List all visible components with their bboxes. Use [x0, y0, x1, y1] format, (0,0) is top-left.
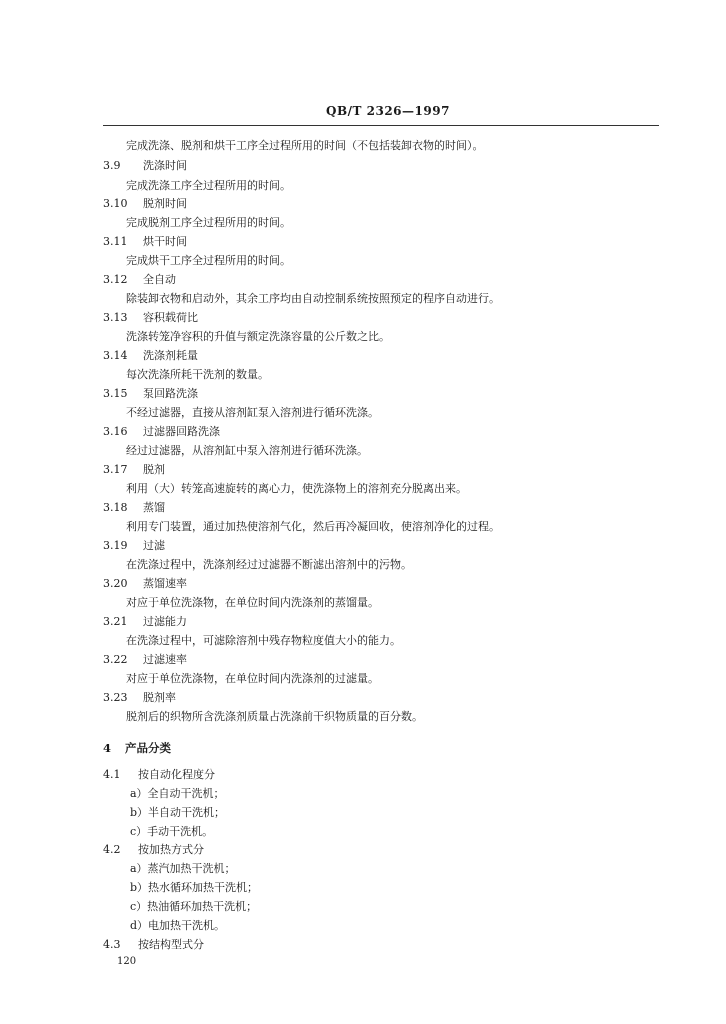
section-title: 按自动化程度分 — [138, 768, 215, 781]
section-title: 过滤器回路洗涤 — [143, 425, 220, 438]
definition-3-16: 经过过滤器，从溶剂缸中泵入溶剂进行循环洗涤。 — [126, 444, 368, 457]
section-title: 蒸馏速率 — [143, 577, 187, 590]
section-number: 3.18 — [103, 501, 128, 514]
section-number: 3.15 — [103, 387, 128, 400]
section-heading-3-9 — [103, 159, 187, 173]
section-number: 3.20 — [103, 577, 128, 590]
list-item: c）手动干洗机。 — [130, 825, 214, 838]
section-title: 过滤能力 — [143, 615, 187, 628]
section-title: 脱剂时间 — [143, 197, 187, 210]
section-heading-3-23 — [103, 691, 176, 705]
section-number: 3.23 — [103, 691, 128, 704]
section-title: 泵回路洗涤 — [143, 387, 198, 400]
section-heading-3-22 — [103, 653, 187, 667]
list-item: d）电加热干洗机。 — [130, 919, 226, 932]
section-heading-4-3 — [103, 938, 204, 952]
section-title: 洗涤时间 — [143, 159, 187, 172]
section-number: 3.13 — [103, 311, 128, 324]
page-header — [0, 104, 726, 118]
definition-3-9: 完成洗涤工序全过程所用的时间。 — [126, 179, 291, 192]
section-number: 4.2 — [103, 843, 121, 856]
list-item: b）半自动干洗机； — [130, 806, 226, 819]
section-heading-3-11 — [103, 235, 187, 249]
section-number: 4.3 — [103, 938, 121, 951]
section-title: 脱剂 — [143, 463, 165, 476]
definition-3-13: 洗涤转笼净容积的升值与额定洗涤容量的公斤数之比。 — [126, 330, 390, 343]
section-heading-3-18 — [103, 501, 165, 515]
section-title: 过滤速率 — [143, 653, 187, 666]
definition-3-19: 在洗涤过程中，洗涤剂经过过滤器不断滤出溶剂中的污物。 — [126, 558, 412, 571]
section-heading-3-14 — [103, 349, 198, 363]
section-heading-4-1 — [103, 768, 215, 782]
section-title: 过滤 — [143, 539, 165, 552]
definition-3-14: 每次洗涤所耗干洗剂的数量。 — [126, 368, 269, 381]
section-heading-3-10 — [103, 197, 187, 211]
section-title: 脱剂率 — [143, 691, 176, 704]
section-title: 洗涤剂耗量 — [143, 349, 198, 362]
section-title: 按结构型式分 — [138, 938, 204, 951]
definition-3-12: 除装卸衣物和启动外，其余工序均由自动控制系统按照预定的程序自动进行。 — [126, 292, 500, 305]
section-title: 烘干时间 — [143, 235, 187, 248]
section-heading-4-2 — [103, 843, 204, 857]
section-heading-3-19 — [103, 539, 165, 553]
section-heading-3-21 — [103, 615, 187, 629]
list-item: c）热油循环加热干洗机； — [130, 900, 258, 913]
section-heading-3-15 — [103, 387, 198, 401]
section-number: 3.11 — [103, 235, 128, 248]
chapter-title: 产品分类 — [125, 741, 171, 755]
body-line: 完成洗涤、脱剂和烘干工序全过程所用的时间（不包括装卸衣物的时间）。 — [126, 139, 484, 152]
definition-3-11: 完成烘干工序全过程所用的时间。 — [126, 254, 291, 267]
section-number: 3.17 — [103, 463, 128, 476]
section-number: 3.12 — [103, 273, 128, 286]
section-number: 3.10 — [103, 197, 128, 210]
chapter-number: 4 — [103, 741, 112, 755]
chapter-heading-4 — [103, 741, 171, 755]
standard-code: QB/T 2326—1997 — [326, 104, 450, 118]
section-number: 4.1 — [103, 768, 121, 781]
section-heading-3-16 — [103, 425, 220, 439]
definition-3-23: 脱剂后的织物所含洗涤剂质量占洗涤前干织物质量的百分数。 — [126, 710, 423, 723]
section-heading-3-20 — [103, 577, 187, 591]
section-heading-3-13 — [103, 311, 198, 325]
section-heading-3-17 — [103, 463, 165, 477]
section-title: 全自动 — [143, 273, 176, 286]
section-number: 3.16 — [103, 425, 128, 438]
definition-3-15: 不经过滤器，直接从溶剂缸泵入溶剂进行循环洗涤。 — [126, 406, 379, 419]
section-title: 按加热方式分 — [138, 843, 204, 856]
section-number: 3.9 — [103, 159, 121, 172]
list-item: a）全自动干洗机； — [130, 787, 225, 800]
definition-3-22: 对应于单位洗涤物，在单位时间内洗涤剂的过滤量。 — [126, 672, 379, 685]
definition-3-10: 完成脱剂工序全过程所用的时间。 — [126, 216, 291, 229]
definition-3-20: 对应于单位洗涤物，在单位时间内洗涤剂的蒸馏量。 — [126, 596, 379, 609]
section-number: 3.14 — [103, 349, 128, 362]
section-number: 3.22 — [103, 653, 128, 666]
header-rule — [103, 125, 659, 126]
page-number: 120 — [117, 956, 137, 967]
definition-3-21: 在洗涤过程中，可滤除溶剂中残存物粒度值大小的能力。 — [126, 634, 401, 647]
section-number: 3.19 — [103, 539, 128, 552]
section-title: 蒸馏 — [143, 501, 165, 514]
definition-3-18: 利用专门装置，通过加热使溶剂气化，然后再冷凝回收，使溶剂净化的过程。 — [126, 520, 500, 533]
section-title: 容积载荷比 — [143, 311, 198, 324]
section-number: 3.21 — [103, 615, 128, 628]
definition-3-17: 利用（大）转笼高速旋转的离心力，使洗涤物上的溶剂充分脱离出来。 — [126, 482, 467, 495]
list-item: b）热水循环加热干洗机； — [130, 881, 259, 894]
section-heading-3-12 — [103, 273, 176, 287]
list-item: a）蒸汽加热干洗机； — [130, 862, 236, 875]
